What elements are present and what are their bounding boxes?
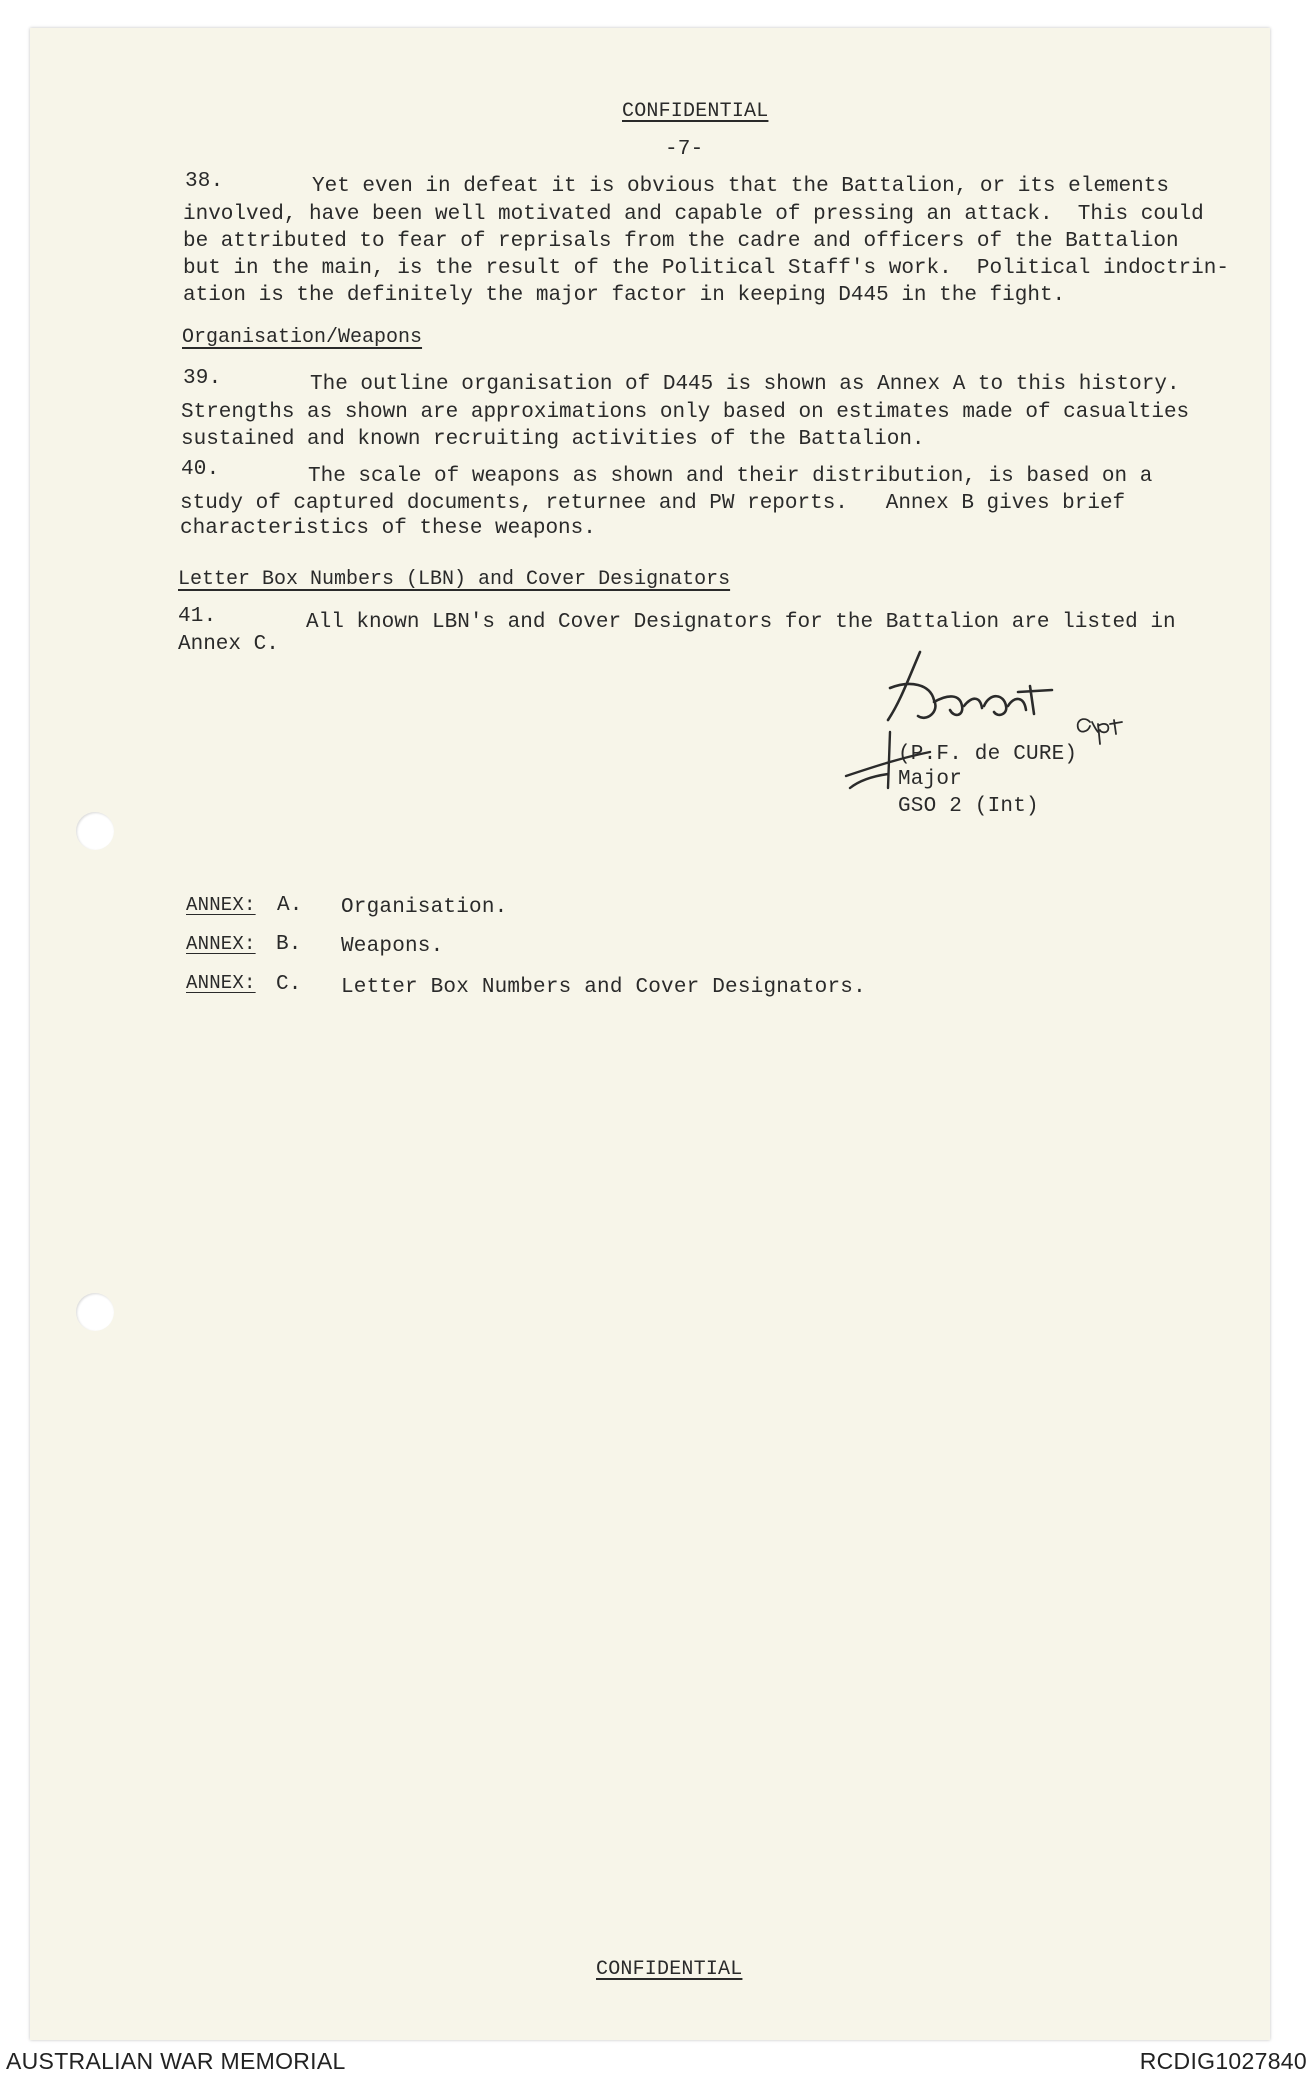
signatory-name: (P.F. de CURE): [898, 743, 1078, 766]
annex-title: Weapons.: [341, 935, 444, 958]
page-number: -7-: [665, 138, 704, 161]
annex-title: Organisation.: [341, 896, 508, 919]
annex-label: ANNEX:: [186, 894, 256, 916]
paragraph-38-line: Yet even in defeat it is obvious that the Battalion, or its elements: [312, 175, 1169, 198]
section-heading-lbn: Letter Box Numbers (LBN) and Cover Designators: [178, 568, 731, 591]
paragraph-number: 40.: [181, 458, 220, 481]
paragraph-40-line: study of captured documents, returnee and PW reports. Annex B gives brief: [180, 492, 1126, 515]
paragraph-38-line: ation is the definitely the major factor in keeping D445 in the fight.: [183, 284, 1066, 307]
annex-letter: A.: [277, 894, 303, 917]
paragraph-number: 38.: [185, 170, 224, 193]
paragraph-38-line: be attributed to fear of reprisals from the cadre and officers of the Battalion: [183, 230, 1179, 253]
paragraph-39-line: Strengths as shown are approximations only based on estimates made of casualties: [181, 401, 1190, 424]
annex-title: Letter Box Numbers and Cover Designators.: [341, 976, 866, 999]
annex-letter: B.: [276, 933, 302, 956]
annex-label: ANNEX:: [186, 972, 256, 994]
classification-header: CONFIDENTIAL: [622, 100, 769, 123]
annex-label: ANNEX:: [186, 933, 256, 955]
archive-institution: AUSTRALIAN WAR MEMORIAL: [6, 2048, 346, 2074]
archive-item-id: RCDIG1027840: [1139, 2048, 1307, 2074]
paragraph-40-line: The scale of weapons as shown and their distribution, is based on a: [308, 465, 1153, 488]
paragraph-39-line: sustained and known recruiting activities of the Battalion.: [181, 428, 925, 451]
paragraph-38-line: but in the main, is the result of the Political Staff's work. Political indoctrin-: [183, 257, 1229, 280]
paragraph-40-line: characteristics of these weapons.: [180, 517, 596, 540]
paragraph-number: 39.: [183, 367, 222, 390]
paragraph-41-line: Annex C.: [178, 633, 279, 656]
signatory-rank: Major: [898, 768, 963, 791]
paragraph-number: 41.: [178, 605, 217, 628]
paragraph-41-line: All known LBN's and Cover Designators for the Battalion are listed in: [306, 611, 1176, 634]
punch-hole-top: [76, 812, 114, 850]
classification-footer: CONFIDENTIAL: [596, 1958, 743, 1981]
paragraph-39-line: The outline organisation of D445 is shown as Annex A to this history.: [310, 373, 1180, 396]
signatory-appointment: GSO 2 (Int): [898, 795, 1039, 818]
paragraph-38-line: involved, have been well motivated and capable of pressing an attack. This could: [183, 203, 1204, 226]
section-heading-organisation: Organisation/Weapons: [182, 326, 423, 349]
annex-letter: C.: [276, 973, 302, 996]
punch-hole-bottom: [76, 1293, 114, 1331]
